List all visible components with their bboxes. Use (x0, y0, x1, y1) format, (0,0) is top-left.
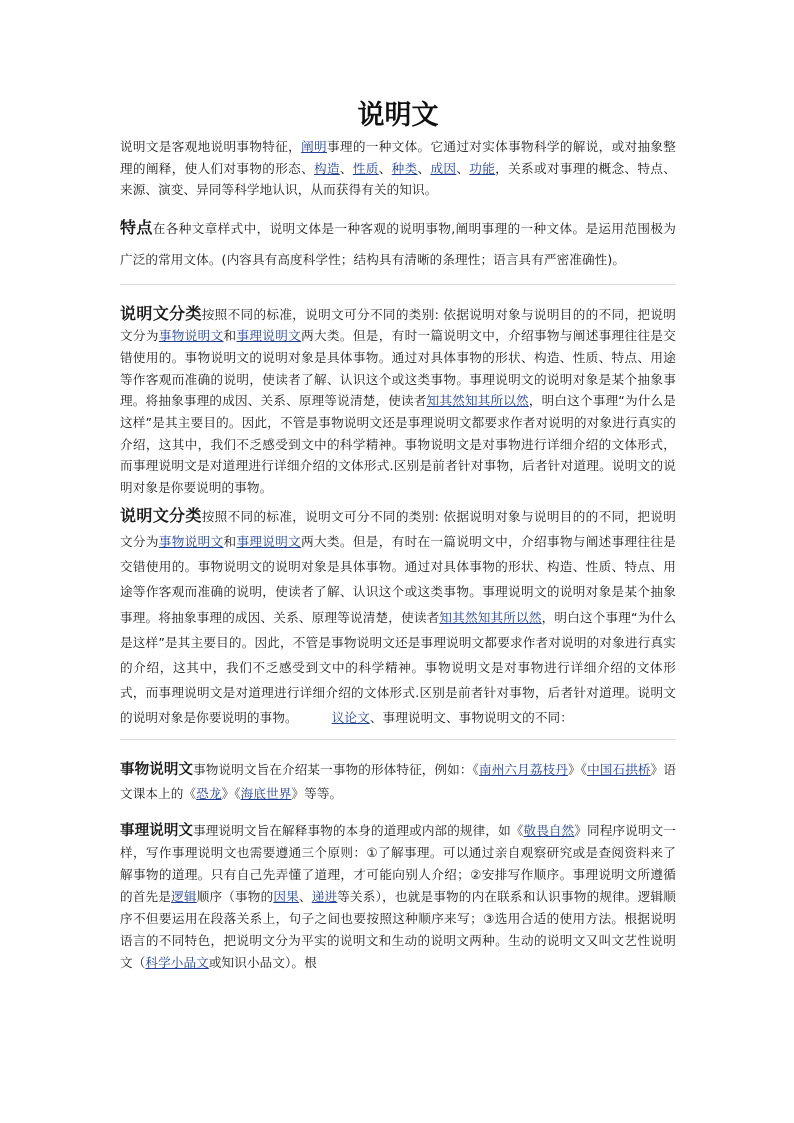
shiwu-paragraph (120, 758, 676, 806)
link-kexue-xiaopinwen[interactable]: 科学小品文 (145, 954, 209, 970)
classification-heading-2: 说明文分类 (120, 505, 202, 525)
shiwu-heading: 事物说明文 (120, 761, 194, 778)
text-run: 按照不同的标准，说明文可分不同的类别: 依据说明对象与说明目的的不同，把说明文分为 (120, 306, 676, 344)
link-xingzhi[interactable]: 性质 (352, 160, 379, 176)
link-luoji[interactable]: 逻辑 (171, 888, 197, 904)
link-shiwu-shuomingwen[interactable]: 事物说明文 (158, 328, 224, 344)
divider-2 (120, 739, 676, 740)
document-page (120, 96, 676, 974)
text-run: ，明白这个事理“为什么是这样”是其主要目的。因此，不管是事物说明文还是事理说明文都要求作者对说明的对象进行真实的介绍，这其中，我们不乏感受到文中的科学精神。事物说明文是对事物进行详细介绍的文体形式，而事理说明文是对道理进行详细介绍的文体形式.区别是前者针对事物，后者针对道理。说明文的说明对象是你要说明的事物。 (120, 393, 676, 496)
link-zhongguo-shigongqiao[interactable]: 中国石拱桥 (587, 761, 651, 777)
link-haidi-shijie[interactable]: 海底世界 (240, 785, 292, 801)
text-run: 顺序（事物的 (196, 888, 274, 904)
text-run: 》《 (221, 785, 241, 801)
classification-paragraph (120, 303, 676, 499)
link-dijin[interactable]: 递进 (311, 888, 338, 904)
shili-paragraph (120, 820, 676, 974)
classification-heading: 说明文分类 (120, 303, 202, 323)
text-run: 等关系），也就是事物的内在联系和认识事物的规律。逻辑顺序不但要运用在段落关系上，句子之间也要按照这种顺序来写；③选用合适的使用方法。根据说明语言的不同特色，把说明文分为平实的说明文和生动的说明文两种。生动的说明文又叫文艺性说明文（ (120, 888, 676, 970)
text-run: 两大类。但是，有时一篇说明文中，介绍事物与阐述事理往往是交错使用的。事物说明文的说明对象是具体事物。通过对具体事物的形状、构造、性质、特点、用途等作客观而准确的说明，使读者了解、认识这个或这类事物。事理说明文的说明对象是某个抽象事理。将抽象事理的成因、关系、原理等说清楚，使读者 (120, 328, 677, 409)
divider (120, 284, 676, 285)
features-paragraph (120, 212, 676, 276)
link-shiwu-shuomingwen-2[interactable]: 事物说明文 (158, 534, 224, 550)
text-run: 》等等。 (291, 785, 343, 801)
text-run: 、 (456, 160, 470, 176)
link-zhonglei[interactable]: 种类 (391, 160, 418, 176)
text-run: 、事理说明文、事物说明文的不同： (369, 710, 573, 726)
link-gouzao[interactable]: 构造 (314, 160, 340, 176)
link-shili-shuomingwen[interactable]: 事理说明文 (236, 328, 302, 344)
text-run: 、 (417, 160, 431, 176)
text-run: 按照不同的标准，说明文可分不同的类别: 依据说明对象与说明目的的不同，把说明文分为 (120, 508, 676, 550)
link-yinguo[interactable]: 因果 (273, 888, 299, 904)
link-yilunwen[interactable]: 议论文 (331, 710, 370, 726)
intro-paragraph (120, 136, 676, 201)
text-run: 和 (223, 328, 237, 344)
text-run: 》语文课本上的《 (120, 761, 677, 801)
classification-paragraph-2 (120, 503, 676, 731)
link-shili-shuomingwen-2[interactable]: 事理说明文 (236, 534, 302, 550)
text-run: 、 (378, 160, 392, 176)
link-konglong[interactable]: 恐龙 (196, 785, 222, 801)
text-run: 事理说明文旨在解释事物的本身的道理或内部的规律，如《 (193, 822, 524, 838)
link-nanzhou-lizhidan[interactable]: 南州六月荔枝丹 (479, 761, 568, 777)
text-run: 两大类。但是，有时在一篇说明文中，介绍事物与阐述事理往往是交错使用的。事物说明文的说明对象是具体事物。通过对具体事物的形状、构造、性质、特点、用途等作客观而准确的说明，使读者了解、认识这个或这类事物。事理说明文的说明对象是某个抽象事理。将抽象事理的成因、关系、原理等说清楚，使读者 (120, 534, 677, 625)
shili-heading: 事理说明文 (120, 822, 194, 839)
page-title: 说明文 (357, 100, 439, 131)
link-chengyin[interactable]: 成因 (430, 160, 457, 176)
link-jingwei-ziran[interactable]: 敬畏自然 (523, 822, 575, 838)
link-zhiqiran[interactable]: 知其然知其所以然 (426, 393, 529, 409)
link-chanming[interactable]: 阐明 (301, 139, 327, 154)
text-run: ，关系或对事理的概念、特点、来源、演变、异同等科学地认识，从而获得有关的知识。 (120, 160, 676, 197)
text-run: 、 (298, 888, 312, 904)
text-run: 事理的一种文体。它通过对实体事物科学的解说，或对抽象整理的阐释，使人们对事物的形态、 (120, 139, 677, 176)
text-run: ，明白这个事理“为什么是这样”是其主要目的。因此，不管是事物说明文还是事理说明文都要求作者对说明的对象进行真实的介绍，这其中，我们不乏感受到文中的科学精神。事物说明文是对事物进行详细介绍的文体形式，而事理说明文是对道理进行详细介绍的文体形式.区别是前者针对事物，后者针对道理。说明文的说明对象是你要说明的事物。 (120, 609, 677, 726)
text-run: 》《 (567, 761, 588, 777)
link-zhiqiran-2[interactable]: 知其然知其所以然 (439, 609, 542, 625)
text-run: 或知识小品文）。根 (208, 954, 317, 970)
features-heading: 特点 (120, 217, 153, 237)
text-run: 在各种文章样式中，说明文体是一种客观的说明事物,阐明事理的一种文体。是运用范围极为广泛的常用文体。(内容具有高度科学性；结构具有清晰的条理性；语言具有严密准确性)。 (120, 220, 677, 267)
text-run: 说明文是客观地说明事物特征， (120, 139, 302, 154)
text-run: 》同程序说明文一样，写作事理说明文也需要遵通三个原则：①了解事理。可以通过亲自观察研究或是查阅资料来了解事物的道理。只有自己先弄懂了道理，才可能向别人介绍；②安排写作顺序。事理说明文所遵循的首先是 (120, 822, 676, 904)
text-run: 事物说明文旨在介绍某一事物的形体特征，例如：《 (193, 761, 480, 777)
text-run: 、 (339, 160, 353, 176)
text-run: 和 (223, 534, 237, 550)
link-gongneng[interactable]: 功能 (469, 160, 496, 176)
